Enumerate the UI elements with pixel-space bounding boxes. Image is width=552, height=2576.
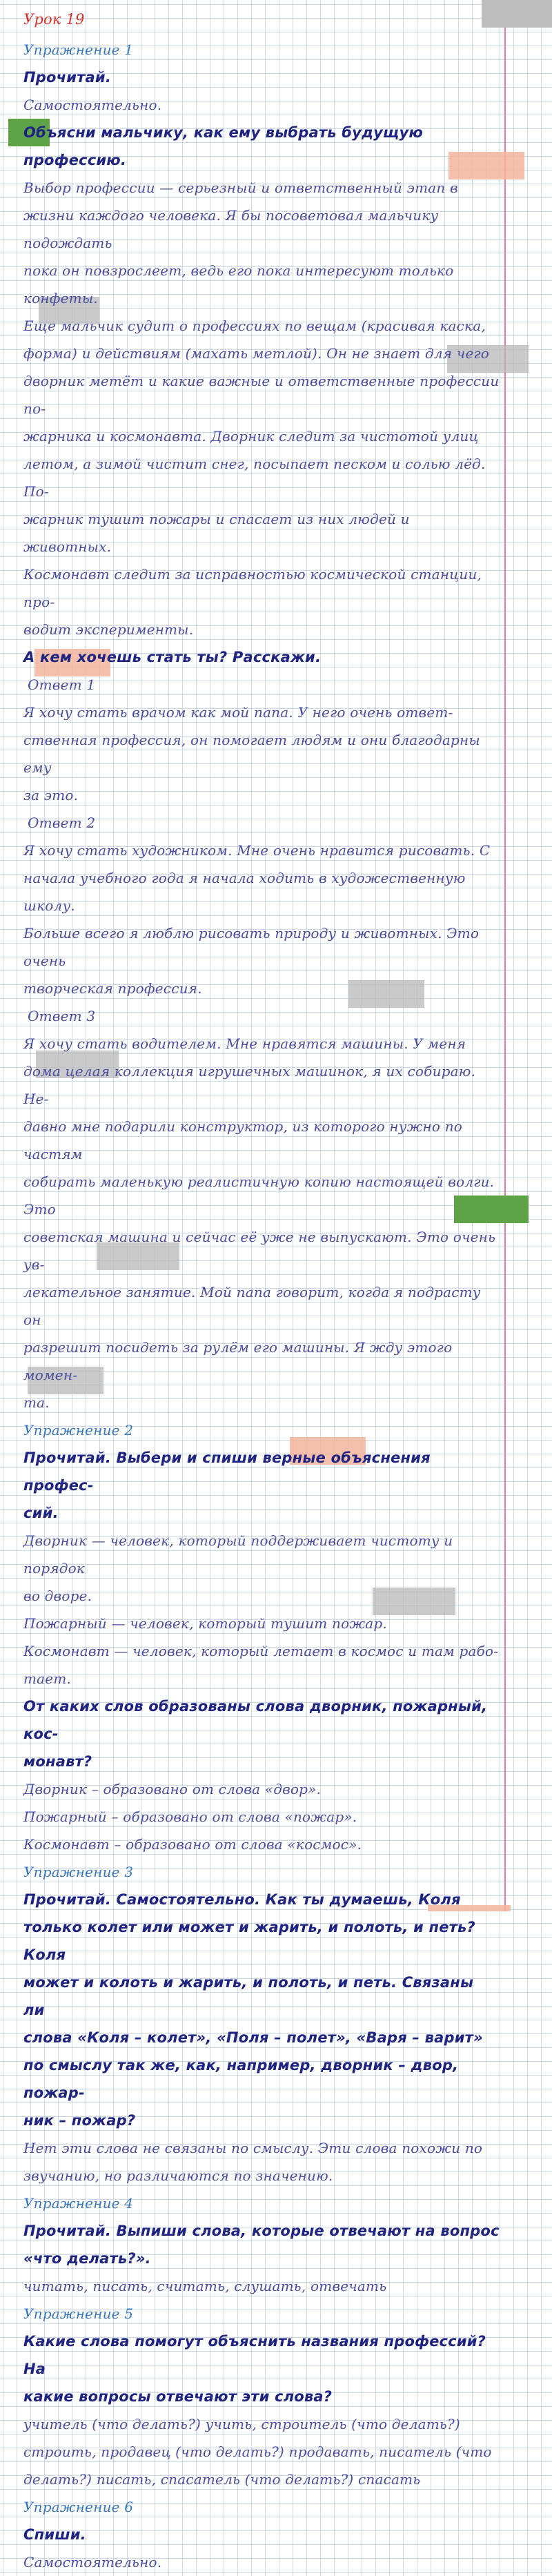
task-line: Прочитай. Выбери и спиши верные объяснения профес- bbox=[23, 1450, 431, 1494]
answer-text-line: советская машина и сейчас её уже не выпускают. Это очень ув- bbox=[23, 1229, 496, 1273]
task-line: От каких слов образованы слова дворник, пожарный, кос- bbox=[23, 1698, 488, 1742]
answer-text-line: жарника и космонавта. Дворник следит за чистотой улиц bbox=[23, 428, 479, 445]
exercise-section bbox=[23, 2300, 500, 2493]
answer-text-line: Пожарный – образовано от слова «пожар». bbox=[23, 1808, 357, 1825]
exercise-section bbox=[23, 2189, 500, 2300]
answer-text-line: дворник метёт и какие важные и ответственные профессии по- bbox=[23, 373, 500, 417]
answer-text-line: Я хочу стать художником. Мне очень нравится рисовать. С bbox=[23, 842, 491, 859]
answer-text-line: собирать маленькую реалистичную копию настоящей волги. Это bbox=[23, 1173, 495, 1218]
exercise-title: Упражнение 5 bbox=[23, 2305, 134, 2322]
task-line: Объясни мальчику, как ему выбрать будущую профессию. bbox=[23, 124, 423, 168]
answer-text-line: летом, а зимой чистит снег, посыпает песком и солью лёд. По- bbox=[23, 456, 486, 500]
lesson-title: Урок 19 bbox=[23, 11, 85, 28]
task-line: сий. bbox=[23, 1505, 59, 1521]
task-line: Прочитай. bbox=[23, 69, 112, 86]
answer-text-line: учитель (что делать?) учить, строитель (что делать?) bbox=[23, 2416, 460, 2432]
answer-text-line: во дворе. bbox=[23, 1588, 92, 1604]
task-line: Прочитай. Самостоятельно. Как ты думаешь, Коля bbox=[23, 1891, 461, 1908]
answer-text-line: разрешит посидеть за рулём его машины. Я жду этого момен- bbox=[23, 1339, 453, 1383]
answer-text-line: Космонавт — человек, который летает в космос и там рабо- bbox=[23, 1643, 499, 1659]
answer-text-line: Больше всего я люблю рисовать природу и животных. Это очень bbox=[23, 925, 480, 969]
answer-text-line: тает. bbox=[23, 1670, 72, 1687]
answer-text-line: жарник тушит пожары и спасает из них людей и животных. bbox=[23, 511, 410, 555]
answer-text-line: лекательное занятие. Мой папа говорит, когда я подрасту он bbox=[23, 1284, 481, 1328]
answer-label: Ответ 2 bbox=[28, 814, 96, 831]
answer-text-line: жизни каждого человека. Я бы посоветовал мальчику подождать bbox=[23, 207, 439, 251]
task-line: Какие слова помогут объяснить названия профессий? На bbox=[23, 2333, 486, 2377]
answer-text-line: Я хочу стать врачом как мой папа. У него очень ответ- bbox=[23, 704, 453, 721]
answer-text-line: строить, продавец (что делать?) продавать, писатель (что bbox=[23, 2443, 492, 2460]
task-line: Спиши. bbox=[23, 2526, 86, 2543]
task-line: Прочитай. Выпиши слова, которые отвечают на вопрос bbox=[23, 2223, 500, 2239]
answer-text-line: пока он повзрослеет, ведь его пока интересуют только конфеты. bbox=[23, 262, 454, 306]
answer-text-line: Пожарный — человек, который тушит пожар. bbox=[23, 1615, 387, 1632]
answer-text-line: Дворник — человек, который поддерживает чистоту и порядок bbox=[23, 1532, 453, 1577]
task-line: слова «Коля – колет», «Поля – полет», «Варя – варит» bbox=[23, 2029, 483, 2046]
answer-text-line: делать?) писать, спасатель (что делать?) спасать bbox=[23, 2471, 421, 2488]
answer-text-line: читать, писать, считать, слушать, отвечать bbox=[23, 2278, 387, 2294]
task-line: А кем хочешь стать ты? Расскажи. bbox=[23, 649, 322, 665]
answer-text-line: за это. bbox=[23, 787, 79, 803]
answer-text-line: творческая профессия. bbox=[23, 980, 202, 997]
exercise-title: Упражнение 4 bbox=[23, 2195, 134, 2212]
notebook-margin-line bbox=[504, 0, 506, 1911]
exercise-section bbox=[23, 1416, 500, 1858]
answer-text-line: звучанию, но различаются по значению. bbox=[23, 2167, 333, 2184]
answer-text-line: Нет эти слова не связаны по смыслу. Эти слова похожи по bbox=[23, 2140, 483, 2156]
exercise-list bbox=[23, 36, 500, 2576]
exercise-title: Упражнение 6 bbox=[23, 2499, 134, 2515]
answer-text-line: Космонавт – образовано от слова «космос». bbox=[23, 1836, 362, 1853]
task-line: «что делать?». bbox=[23, 2250, 151, 2267]
answer-text-line: давно мне подарили конструктор, из которого нужно по частям bbox=[23, 1118, 463, 1162]
answer-text-line: Я хочу стать водителем. Мне нравятся машины. У меня bbox=[23, 1035, 466, 1052]
answer-text-line: Самостоятельно. bbox=[23, 2554, 162, 2570]
task-line: только колет или может и жарить, и полоть, и петь? Коля bbox=[23, 1919, 475, 1963]
answer-text-line: Еще мальчик судит о профессиях по вещам (красивая каска, bbox=[23, 318, 486, 334]
answer-text-line: форма) и действиям (махать метлой). Он не знает для чего bbox=[23, 345, 490, 362]
answer-text-line: та. bbox=[23, 1394, 50, 1411]
exercise-title: Упражнение 2 bbox=[23, 1422, 134, 1438]
answer-text-line: ственная профессия, он помогает людям и они благодарны ему bbox=[23, 732, 480, 776]
answer-label: Ответ 1 bbox=[28, 676, 96, 693]
answer-text-line: дома целая коллекция игрушечных машинок, я их собираю. Не- bbox=[23, 1063, 476, 1107]
exercise-section bbox=[23, 36, 500, 1416]
task-line: по смыслу так же, как, например, дворник – двор, пожар- bbox=[23, 2057, 459, 2101]
exercise-title: Упражнение 1 bbox=[23, 41, 134, 58]
answer-text-line: начала учебного года я начала ходить в художественную школу. bbox=[23, 870, 466, 914]
answer-text-line: водит эксперименты. bbox=[23, 621, 194, 638]
task-line: монавт? bbox=[23, 1753, 92, 1770]
exercise-section bbox=[23, 1858, 500, 2189]
answer-text-line: Выбор профессии — серьезный и ответственный этап в bbox=[23, 179, 458, 196]
answer-text-line: Космонавт следит за исправностью космической станции, про- bbox=[23, 566, 482, 610]
exercise-section bbox=[23, 2493, 500, 2576]
answer-label: Ответ 3 bbox=[28, 1008, 96, 1024]
task-line: ник – пожар? bbox=[23, 2112, 136, 2129]
exercise-title: Упражнение 3 bbox=[23, 1864, 134, 1880]
notebook-page bbox=[23, 3, 500, 2576]
task-line: какие вопросы отвечают эти слова? bbox=[23, 2388, 333, 2405]
answer-text-line: Дворник – образовано от слова «двор». bbox=[23, 1781, 322, 1797]
task-line: может и колоть и жарить, и полоть, и петь. Связаны ли bbox=[23, 1974, 474, 2018]
answer-text-line: Самостоятельно. bbox=[23, 97, 162, 113]
